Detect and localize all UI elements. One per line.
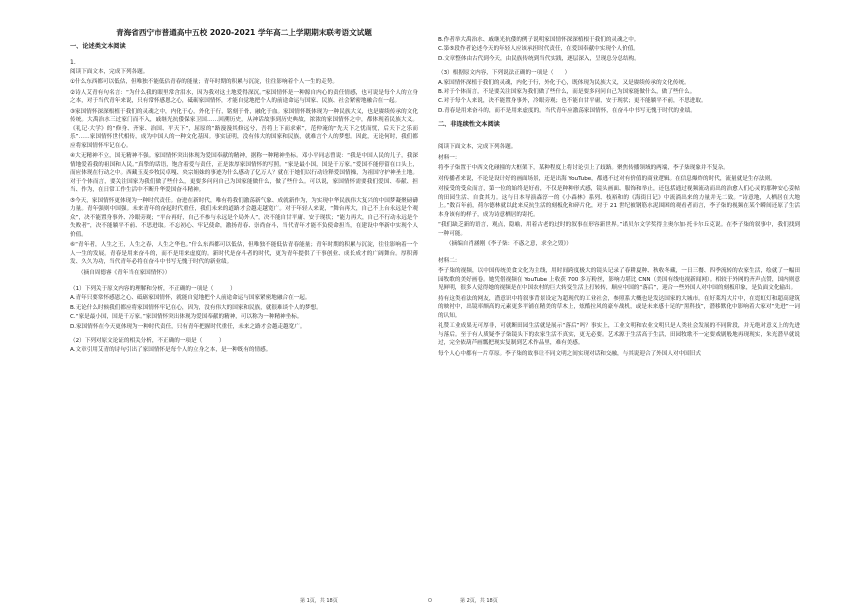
q2-option-b: B.作者举大禹治水、戚继光抗倭的例子说明家国情怀深深植根于我们的灵魂之中。	[438, 37, 640, 43]
exam-title: 青海省西宁市普通高中五校 2020-2021 学年高二上学期期末联考语文试题	[116, 28, 372, 37]
center-mark: O	[428, 598, 432, 604]
material-1-label: 材料一：	[438, 154, 461, 161]
page-number-right: 第 2页，共 18页	[460, 598, 498, 604]
question-1-stem: （1）下列关于原文内容的理解和分析，不正确的一项是（ ）	[70, 286, 236, 293]
paragraph-3: ③家国情怀深深根植于我们的灵魂之中，内化于心，外化于行，铭刻于骨，融化于血。家国情怀既体现为一种民族大义，也是赓续传承的文化传统。大禹治水三过家门而不入，戚继光抗倭保家卫国……回溯历史，从神话故事到历史典故，浓浓的家国情怀之中，都体现着民族大义。《礼记·大学》的“修身、齐家、治国、平天下”，屈原的“路漫漫其修远兮，吾将上下而求索”，范仲淹的“先天下之忧而忧，后天下之乐而乐”……家国情怀世代相传，成为中国人的一种文化基因。事实证明，没有伟大的国家和民族，就难言个人的梦想。因此，无论何时，我们都应将家国情怀牢记在心。	[70, 108, 418, 149]
material-1-paragraph-1: 将李子柒置于中西文化碰撞的大框架下，某种程度上将讨论引上了歧路。聚焦传播领域的两端，李子柒现象并不复杂。	[438, 165, 729, 172]
instruction-2: 阅读下面文本，完成下列各题。	[438, 144, 517, 151]
material-2-paragraph-3: 礼赞工业成果无可厚非，可就断田园生活就是展示“落后”吗？事实上，工业文明和农业文明只是人类社会发展的不同阶段，并无绝对意义上的先进与落后。至于有人质疑李子柒镜头下的农家生活不真实，更无必要。艺术源于生活高于生活，田园牧歌不一定要戏剧般地再现现实，朱光潜早就说过，完全依葫芦画瓢把现实复制到艺术作品里，难有美感。	[438, 323, 800, 347]
material-1-source: （摘编自肖涵刚《李子柒：不惑之意，求全之毁》）	[446, 241, 572, 248]
instruction: 阅读下面文本，完成下列各题。	[70, 68, 149, 75]
paragraph-2: ②诗人艾青有句名言：“为什么我的眼里常含泪水，因为我对这土地爱得深沉。”家国情怀是一种源自内心的责任情感，也可说是每个人的立身之本，对于当代青年来说，只有常怀感恩之心，砥砺家国情怀，才能自觉地把个人的前途命运与国家、民族、社会紧密地融合在一起。	[70, 89, 418, 105]
right-page	[430, 0, 860, 608]
question-3-stem: （3）根据原文内容，下列说法正确的一项是（ ）	[438, 70, 571, 77]
paragraph-4: ④大无精神不立，国无精神不强。家国情怀突出体现为爱国奉献的精神，据称一种精神坐标。邓小平同志曾说：“我是中国人民的儿子，我深情地爱着我的祖国和人民。”真挚的话语，饱含着爱与责任，正是浓厚家国情怀的写照。“家是最小国，国是千万家。”爱国不能停留在口头上，而应体现在行动之中。西藏玉麦乡牧民卓嘎、央宗姐妹的事迹为什么感动了亿万人？就在于她们以行动诠释爱国情操，为祖国守护神圣土地。对于个体而言，要关注国家为我们做了些什么，更要多问问自己为国家能做什么，做了些什么。可以说，家国情怀需要我们爱国、奉献、担当、作为，在日常工作生活中不断升华爱国奋斗精神。	[70, 153, 418, 194]
q2-option-d: D.文章整体由古代到今天，由民族传统到当代实践，逐层深入，呈现总分总结构。	[438, 55, 640, 62]
q3-option-b: B.对于个体而言，不是要关注国家为我们做了些什么，而是要多问问自己为国家能做什么，做了些什么。	[438, 88, 696, 95]
q1-option-a: A.青年只要常怀感恩之心、砥砺家国情怀，就能自觉地把个人前途命运与国家紧密地融合在一起。	[70, 295, 311, 302]
source-citation: （摘自周德睿《青年当在家国情怀》）	[78, 269, 171, 276]
material-2-paragraph-4: 每个人心中都有一片草原。李子柒的故事让不同文明之间实现对话和交融，与其说迎合了外国人对中国旧式	[438, 350, 701, 357]
q3-option-a: A.家国情怀深植于我们的灵魂，内化于行，外化于心，既体现为民族大义，又是赓续传承的文化传统。	[438, 79, 690, 86]
paragraph-1: ①什么东西都可以低估，但唯独不能低估青春的能量；青年时期的积累与沉淀，往往影响着个人一生的走势。	[70, 79, 338, 86]
material-1-paragraph-4: “我们缺乏新的语言，观点，隐喻，用着古老的过时的叙事在形容新世界。”诺贝尔文学奖得主奥尔加·托卡尔丘克说。在李子柒的叙事中，我们找到一种可能。	[438, 222, 800, 237]
question-number: 1.	[70, 58, 76, 66]
q3-option-c: C.对于每个人来说，决不能置身事外，冷眼旁观；也不能自甘平庸，安于现状；更不能躺平不前，不思进取。	[438, 98, 707, 105]
page-number-left: 第 1页，共 18页	[300, 598, 338, 604]
section-heading-1: 一、论述类文本阅读	[70, 42, 126, 50]
paragraph-6: ⑥“青年者，人生之王，人生之春，人生之华也。”什么东西都可以低估，但唯独不能低估青春能量；青年时期的积累与沉淀，往往影响着一个人一生的发展。青春是用来奋斗的，而不是用来虚度的。新时代是奋斗者的时代，更为青年提供了干事创业、成长成才的广阔舞台。厚积薄发、久久为功，当代青年必将在奋斗中书写无愧于时代的新业绩。	[70, 242, 418, 266]
q1-option-b: B.无论什么时候我们都应将家国情怀牢记在心，因为，没有伟大的国家和民族，就很难谈个人的梦想。	[70, 304, 322, 311]
q1-option-d: D.家国情怀在今天更体现为一种时代责任，只有青年把握时代重任，未来之路才会越走越宽广。	[70, 323, 306, 330]
q1-option-c: C.“家是最小国，国是千万家。”家国情怀突出体现为爱国奉献的精神，可以称为一种精神坐标。	[70, 314, 303, 321]
material-2-label: 材料二：	[438, 257, 461, 264]
material-1-paragraph-3: 对接受的受众而言，第一位的始终是好看，不仅是种种形式感，镜头画面、服饰和举止，还包括通过视频流动而出的治愈人们心灵的那种安心妥帖的田园生活、自食其力。这与日本导演森淳一的《小森林》系列、枝裕和的《海街日记》中流淌出来的力量并无二致。“诗意地，人栖居在大地上。”数百年前，荷尔德林就以此来反抗生活的刻板化和碎片化，对于 21 世纪被钢筋水泥围困的观看者而言，李子柒的视频在某个瞬间还原了生活本身该有的样子，成为诗意栖居的寄托。	[438, 186, 800, 218]
blank-space	[438, 135, 800, 143]
q2-option-c: C.第⑤段作者论述今天的年轻人应该承担时代责任，在爱国奉献中实现个人价值。	[438, 46, 639, 53]
material-1-paragraph-2: 对传播者来说，不论是设计好的画面场景，还是出海 YouTube，都逃不过对有价值的商业逻辑。在信息爆炸的时代，流量就是生存法则。	[438, 175, 776, 182]
q2-option-a: A.文章引用艾青的诗句引出了家国情怀是每个人的立身之本，是一种既有的情感。	[70, 347, 272, 354]
paragraph-5: ⑤今天，家国情怀更体现为一种时代责任。奋进在新时代，唯有将我们激荡新气象、成就新作为，为实现中华民族伟大复兴的中国梦凝聚磅礴力量。青年强则中国强。未来青年的奋起时代重任，我们未来的道路才会越走越宽广。对于年轻人来说，“舞台再大，自己不上台永远是个观众”，决不能置身事外、冷眼旁观；“平台再好，自己不参与永远是个局外人”，决不能自甘平庸、安于现状；“能力再大，自己不行动永远是个失败者”，决不能躺平不前、不思进取。不忘初心、牢记使命，激扬青春、崇尚奋斗，当代青年才能不负使命担当，在建设中华新中实现个人价值。	[70, 197, 418, 238]
q3-option-d: D.青春是用来奋斗的，而不是用来虚度的。当代青年应激荡家国情怀，在奋斗中书写无愧于时代的业绩。	[438, 107, 696, 114]
section-heading-2: 二、非连续性文本阅读	[438, 121, 500, 129]
material-2-paragraph-2: 持有这类看法的网友，潜意识中将叙事背景设定为超现代的工业社会，参照系大概也是发达国家的大城市。在好莱坞大片中，在霓虹灯和超高建筑的映衬中，出镜率颇高的元素更多平铺在精美的草木上，炫酷拉风的豪车战机，或是未来感十足的“黑科技”，潜移默化中影响着大家对“先进”一词的认知。	[438, 295, 800, 319]
material-2-paragraph-1: 李子柒的视频，以中国传统美食文化为主线，用时间跨度极大的镜头记录了春耕夏种、秋收冬藏，一日三餐、四季流转的农家生活，绘就了一幅田园牧歌的美好画卷。她凭借视频在 YouTube 上收获 700 多万粉丝，影响力堪比 CNN（美国有线电视新闻网）。相较于外网的齐声点赞，国内则意见鲜明，很多人觉得她的视频是在中国农村的巨大转变生活上打转转，顺应中国的“落后”，迎合一些外国人对中国的刻板印象，是负面文化输出。	[438, 268, 800, 292]
question-2-stem: （2）下列对原文论证的相关分析，不正确的一项是（ ）	[70, 338, 225, 345]
